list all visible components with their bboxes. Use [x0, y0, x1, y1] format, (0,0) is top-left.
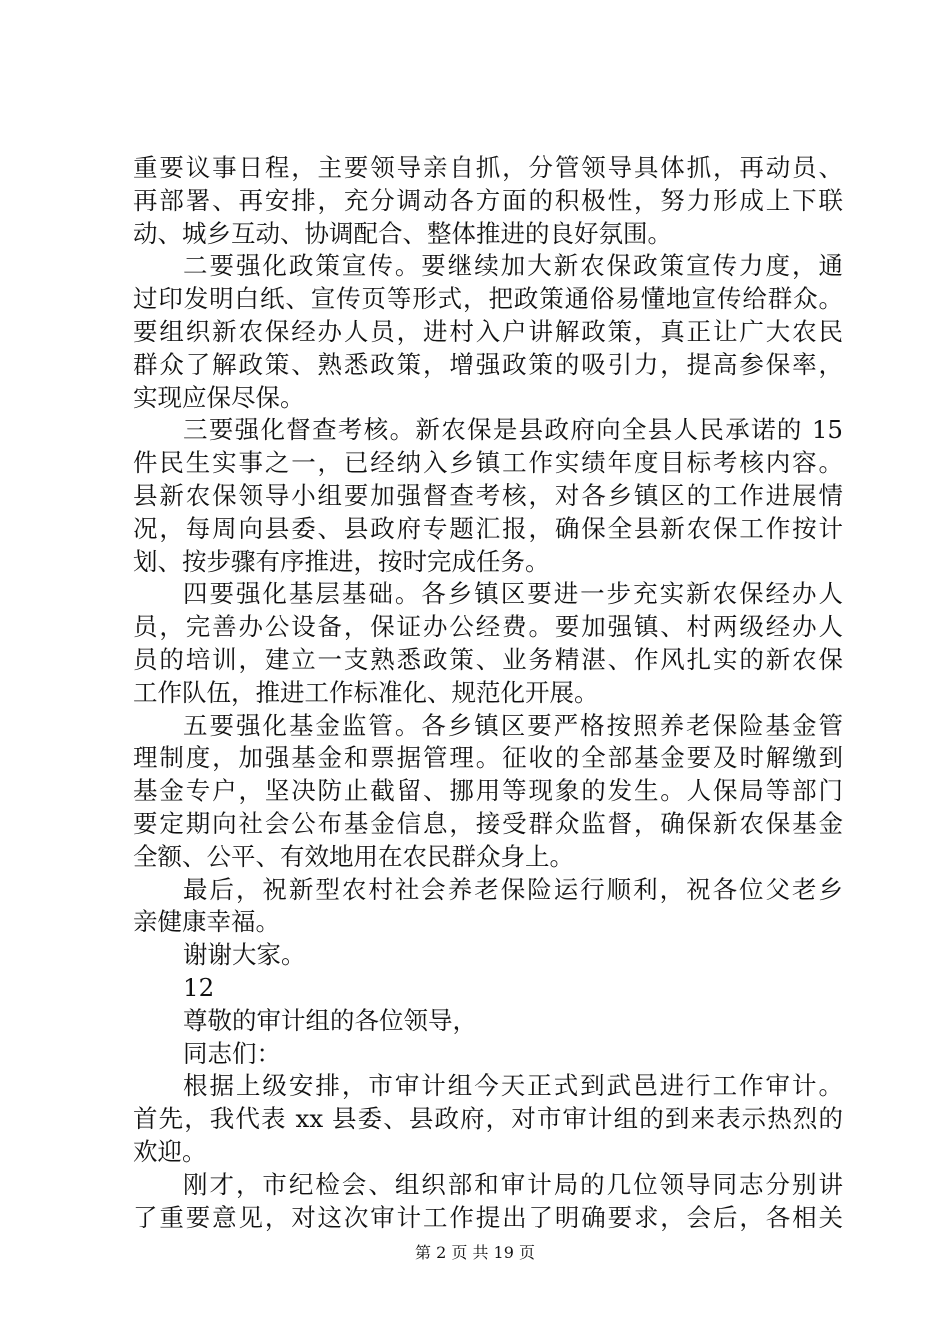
- text-line: 尊敬的审计组的各位领导，: [183, 1005, 477, 1035]
- document-body: [133, 152, 843, 1234]
- text-line: 全额、公平、有效地用在农民群众身上。: [133, 841, 574, 871]
- text-line: 了重要意见，对这次审计工作提出了明确要求，会后，各相关: [133, 1202, 843, 1232]
- text-line: 要组织新农保经办人员，进村入户讲解政策，真正让广大农民: [133, 316, 843, 346]
- text-line: 重要议事日程，主要领导亲自抓，分管领导具体抓，再动员、: [133, 153, 843, 182]
- page-number-footer: 第 2 页 共 19 页: [415, 1243, 535, 1262]
- text-line: 亲健康幸福。: [133, 907, 280, 937]
- text-line: 三要强化督查考核。新农保是县政府向全县人民承诺的 15: [183, 415, 843, 445]
- text-line: 理制度，加强基金和票据管理。征收的全部基金要及时解缴到: [133, 743, 843, 773]
- text-line: 谢谢大家。: [183, 940, 306, 970]
- text-line: 最后，祝新型农村社会养老保险运行顺利，祝各位父老乡: [183, 874, 843, 904]
- text-line: 件民生实事之一，已经纳入乡镇工作实绩年度目标考核内容。: [133, 448, 843, 478]
- text-line: 员，完善办公设备，保证办公经费。要加强镇、村两级经办人: [133, 612, 843, 642]
- text-line: 要定期向社会公布基金信息，接受群众监督，确保新农保基金: [133, 808, 843, 838]
- text-line: 况，每周向县委、县政府专题汇报，确保全县新农保工作按计: [133, 513, 843, 543]
- text-line: 划、按步骤有序推进，按时完成任务。: [133, 546, 550, 576]
- text-line: 基金专户，坚决防止截留、挪用等现象的发生。人保局等部门: [133, 776, 843, 806]
- text-line: 再部署、再安排，充分调动各方面的积极性，努力形成上下联: [133, 185, 843, 215]
- text-line: 动、城乡互动、协调配合、整体推进的良好氛围。: [133, 218, 672, 248]
- text-line: 实现应保尽保。: [133, 382, 305, 412]
- text-line: 二要强化政策宣传。要继续加大新农保政策宣传力度，通: [183, 251, 843, 281]
- text-line: 员的培训，建立一支熟悉政策、业务精湛、作风扎实的新农保: [133, 644, 843, 674]
- text-line: 同志们：: [183, 1038, 281, 1068]
- text-line: 县新农保领导小组要加强督查考核，对各乡镇区的工作进展情: [133, 480, 843, 510]
- text-line: 12: [183, 972, 215, 1002]
- text-line: 五要强化基金监管。各乡镇区要严格按照养老保险基金管: [183, 710, 843, 740]
- text-line: 首先，我代表 xx 县委、县政府，对市审计组的到来表示热烈的: [133, 1104, 843, 1134]
- text-line: 欢迎。: [133, 1136, 207, 1166]
- text-line: 群众了解政策、熟悉政策，增强政策的吸引力，提高参保率，: [133, 349, 843, 379]
- text-line: 过印发明白纸、宣传页等形式，把政策通俗易懂地宣传给群众。: [133, 284, 843, 314]
- text-line: 根据上级安排，市审计组今天正式到武邑进行工作审计。: [183, 1071, 843, 1101]
- text-line: 刚才，市纪检会、组织部和审计局的几位领导同志分别讲: [183, 1169, 843, 1199]
- text-line: 工作队伍，推进工作标准化、规范化开展。: [133, 677, 599, 707]
- text-line: 四要强化基层基础。各乡镇区要进一步充实新农保经办人: [183, 579, 843, 609]
